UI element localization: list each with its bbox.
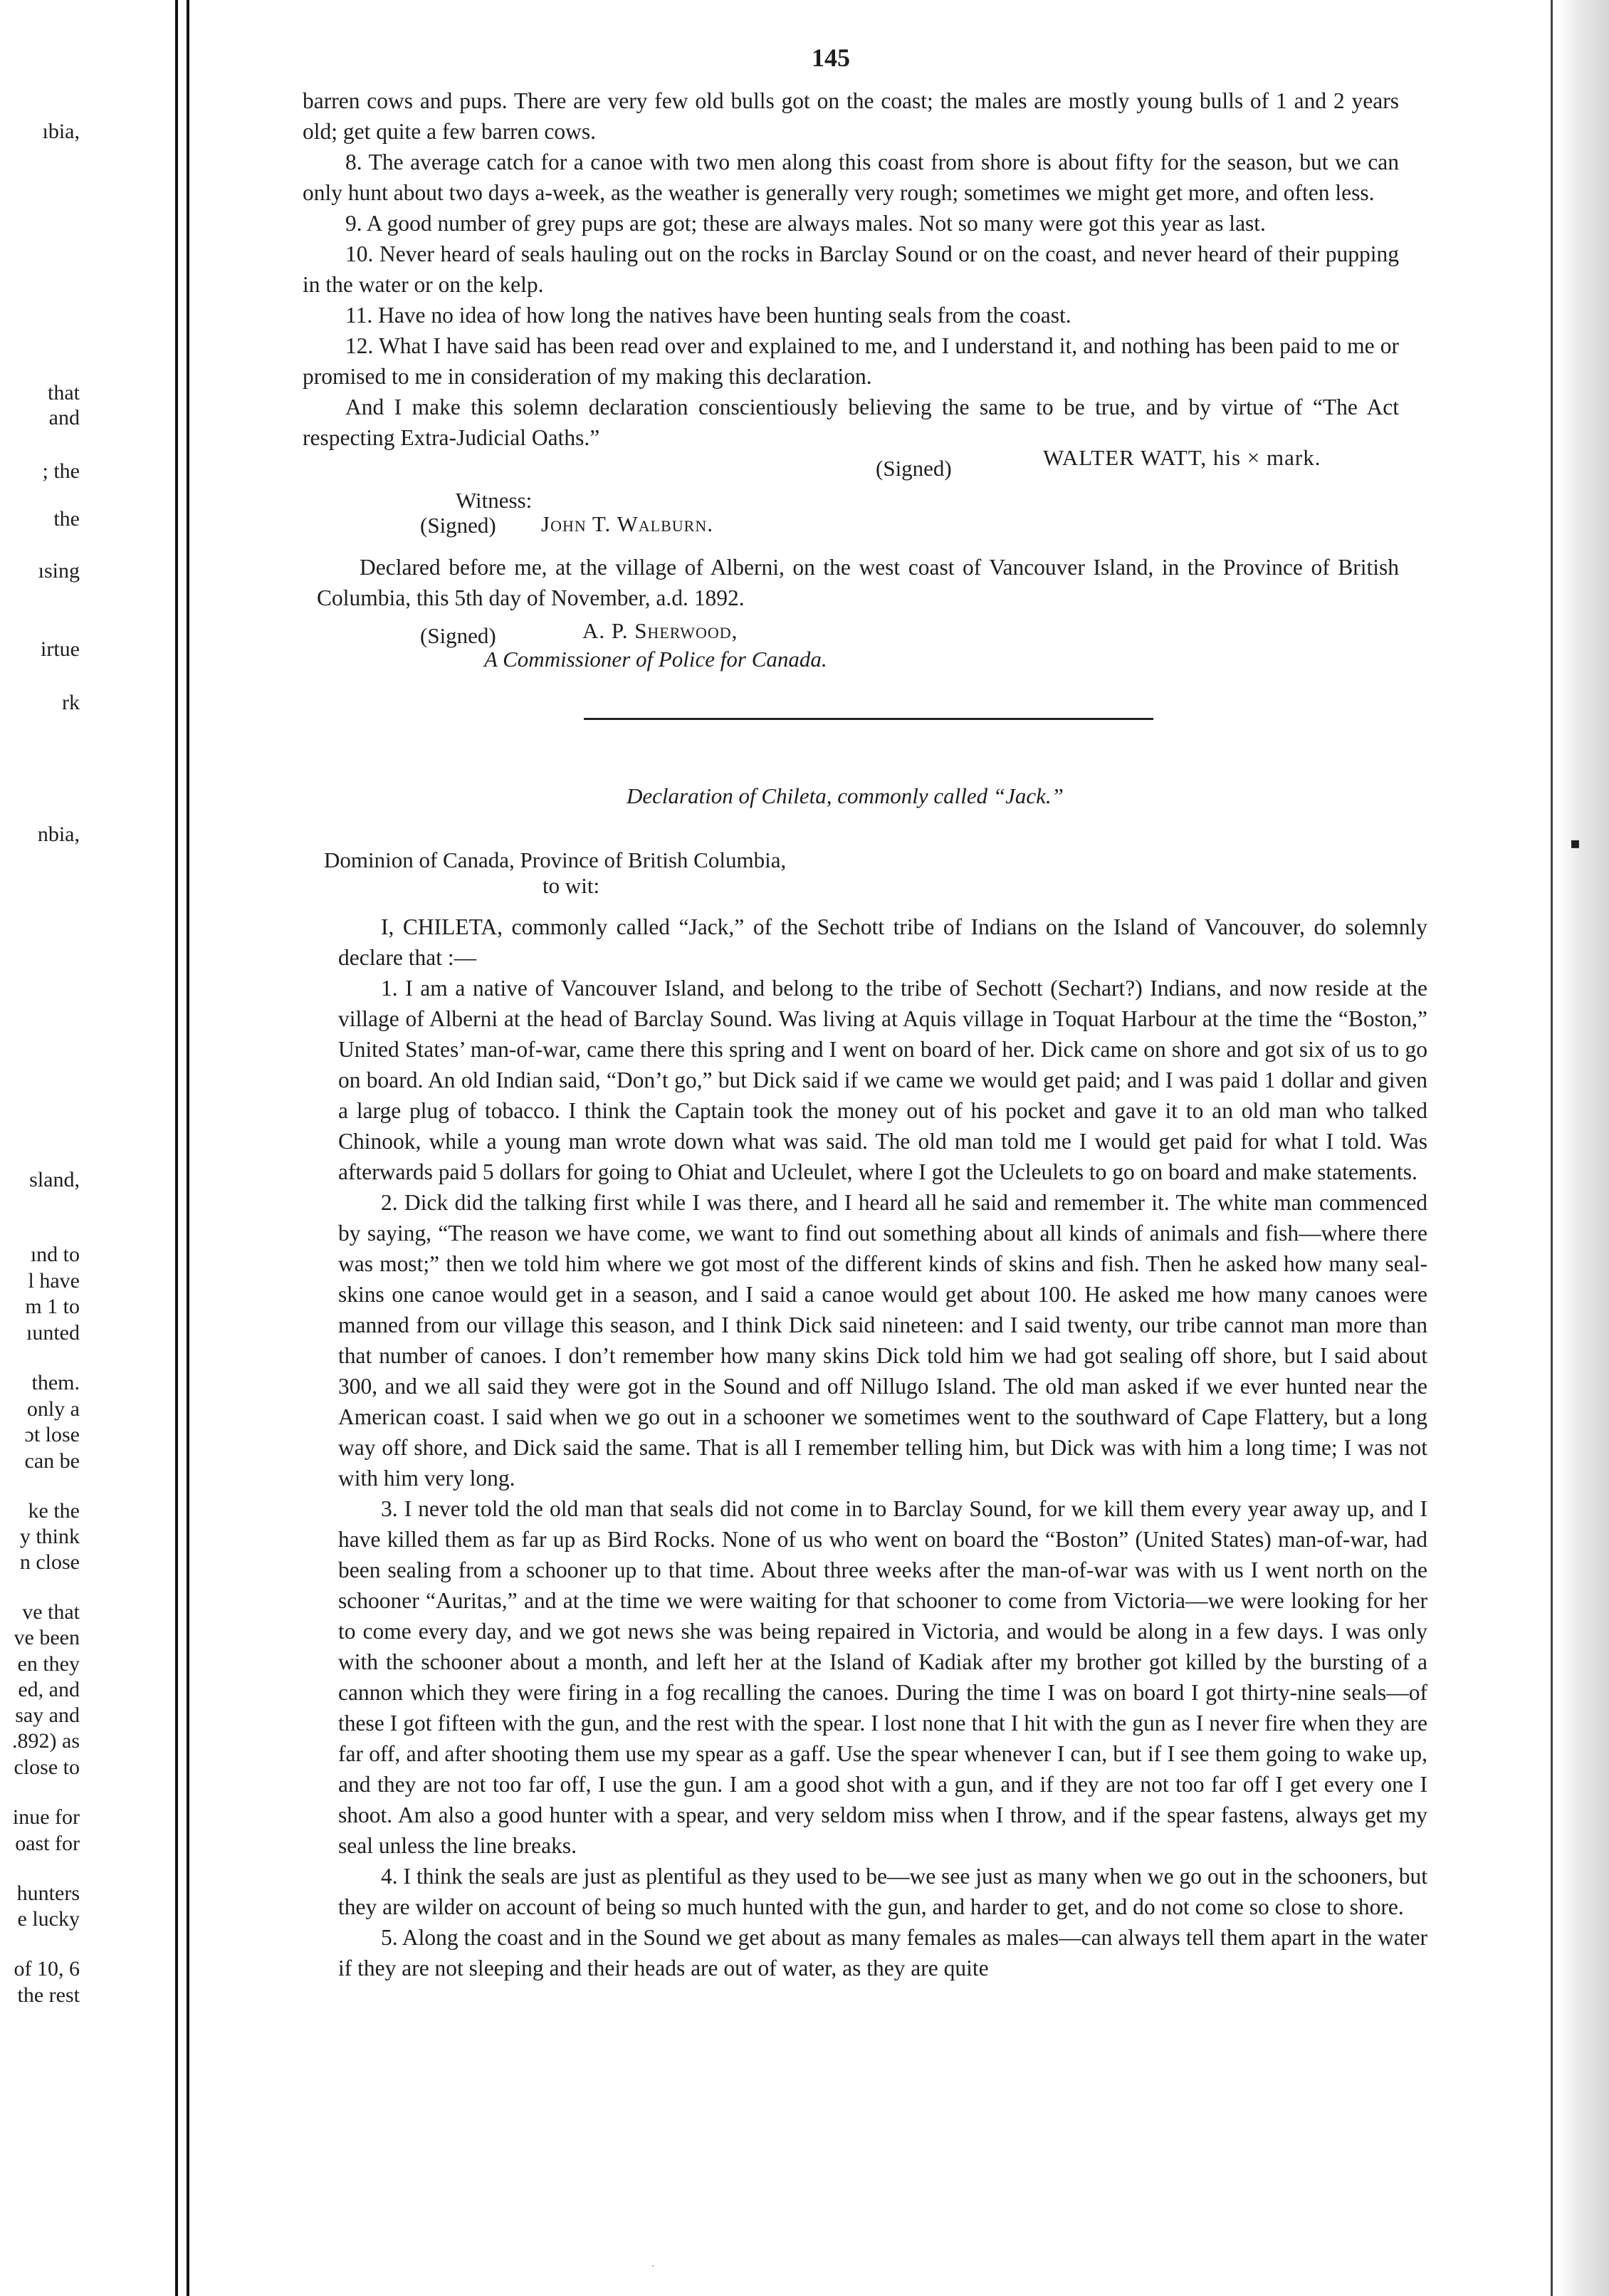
commissioner-signed-label: (Signed) bbox=[420, 623, 496, 648]
section-divider bbox=[584, 718, 1153, 720]
facing-page-fragment: n close bbox=[19, 1550, 80, 1574]
facing-page-fragment: ed, and bbox=[18, 1678, 80, 1701]
gutter-line-right bbox=[187, 0, 189, 2296]
facing-page-fragment: sland, bbox=[29, 1168, 80, 1191]
facing-page-fragment: m 1 to bbox=[25, 1295, 80, 1318]
facing-page-fragment: and bbox=[48, 406, 80, 429]
facing-page-fragment: .892) as bbox=[12, 1729, 80, 1753]
facing-page-fragment: that bbox=[48, 381, 80, 405]
commissioner-title: A Commissioner of Police for Canada. bbox=[484, 647, 827, 672]
paragraph: 5. Along the coast and in the Sound we get about as many females as males—can always tell them apart in the water if they are not sleeping and their heads are out of water, as they are quite bbox=[338, 1925, 1427, 1981]
paragraph: 10. Never heard of seals hauling out on the rocks in Barclay Sound or on the coast, and never heard of their pupping in the water or on the kelp. bbox=[303, 241, 1399, 297]
facing-page-fragment: ıbia, bbox=[42, 120, 80, 143]
facing-page-fragment: close to bbox=[14, 1755, 80, 1779]
facing-page-fragment: the rest bbox=[17, 1983, 80, 2007]
paragraph: 11. Have no idea of how long the natives have been hunting seals from the coast. bbox=[345, 303, 1071, 328]
paragraph: 2. Dick did the talking first while I was there, and I heard all he said and remember it. The white man commenced by saying, “The reason we have come, we want to find out something about all kinds of animals and fish—where there was most;” then we told him where we got most of the different kinds of skins and fish. Then he asked how many seal-skins one canoe would get in a season, and I said a canoe would get about 100. He asked me how many canoes were manned from our village this season, and I think Dick said nineteen: and I said twenty, our tribe cannot man more than that number of canoes. I don’t remember how many skins Dick told him we had got sealing off shore, but I said about 300, and we all said they were got in the Sound and off Nillugo Island. The old man asked if we ever hunted near the American coast. I said when we go out in a schooner we sometimes went to the southward of Cape Flattery, but a long way off shore, and Dick said the same. That is all I remember telling him, but Dick was with him a long time; I was not with him very long. bbox=[338, 1190, 1427, 1491]
intro-paragraph: I, CHILETA, commonly called “Jack,” of the Sechott tribe of Indians on the Island of Vancouver, do solemnly declare that :— bbox=[338, 914, 1427, 970]
paragraph: And I make this solemn declaration conscientiously believing the same to be true, and by virtue of “The Act respecting Extra-Judicial Oaths.” bbox=[303, 395, 1399, 450]
facing-page-fragment: nbia, bbox=[37, 823, 80, 846]
paragraph: 9. A good number of grey pups are got; these are always males. Not so many were got this year as last. bbox=[345, 211, 1266, 236]
facing-page-fragment: inue for bbox=[12, 1805, 80, 1829]
paragraph: barren cows and pups. There are very few old bulls got on the coast; the males are mostly young bulls of 1 and 2 years old; get quite a few barren cows. bbox=[303, 88, 1399, 144]
jurisdiction: Dominion of Canada, Province of British Columbia, bbox=[324, 847, 787, 872]
page-right-border bbox=[1551, 0, 1553, 2296]
first-declaration bbox=[303, 85, 1399, 453]
declarant-signature: WALTER WATT, his × mark. bbox=[1043, 445, 1321, 470]
declared-before bbox=[317, 552, 1399, 613]
facing-page-fragment: y think bbox=[19, 1525, 80, 1548]
facing-page-fragment: en they bbox=[17, 1652, 80, 1676]
facing-page-fragment: e lucky bbox=[17, 1907, 80, 1931]
facing-page-fragment: ınd to bbox=[30, 1243, 80, 1266]
facing-page-fragment: irtue bbox=[41, 637, 80, 661]
facing-page-fragment: ke the bbox=[28, 1499, 80, 1523]
facing-page-fragment: l have bbox=[28, 1269, 80, 1293]
facing-page-fragment: oast for bbox=[15, 1832, 80, 1855]
facing-page-fragment: of 10, 6 bbox=[14, 1957, 80, 1981]
scan-speck: · bbox=[651, 2261, 655, 2272]
page-edge-shadow bbox=[1559, 0, 1609, 2296]
facing-page-fragment: rk bbox=[62, 691, 80, 714]
signed-label: (Signed) bbox=[876, 456, 952, 481]
witness-label: Witness: bbox=[456, 488, 533, 513]
facing-page-fragment: ıunted bbox=[26, 1321, 80, 1345]
declared-before-text: Declared before me, at the village of Alberni, on the west coast of Vancouver Island, in the Province of British Columbia, this 5th day of November, a.d. 1892. bbox=[317, 555, 1399, 610]
paragraph: 12. What I have said has been read over and explained to me, and I understand it, and nothing has been paid to me or promised to me in consideration of my making this declaration. bbox=[303, 333, 1399, 389]
facing-page-fragment: ; the bbox=[42, 459, 80, 483]
facing-page-fragment: can be bbox=[24, 1449, 80, 1473]
facing-page-fragment: the bbox=[53, 507, 80, 531]
facing-page-fragment: ve that bbox=[22, 1600, 80, 1624]
facing-page-fragment: only a bbox=[26, 1397, 80, 1421]
facing-page-fragment: hunters bbox=[16, 1882, 80, 1905]
paragraph: 8. The average catch for a canoe with two men along this coast from shore is about fifty for the season, but we can only hunt about two days a-week, as the weather is generally very rough; sometimes we might get more, and often less. bbox=[303, 150, 1399, 205]
facing-page-fragment: say and bbox=[15, 1703, 80, 1727]
paragraph: 3. I never told the old man that seals did not come in to Barclay Sound, for we kill them every year away up, and I have killed them as far up as Bird Rocks. None of us who went on board the “Boston” (United States) man-of-war, had been sealing from a schooner up to that time. About three weeks after the man-of-war was with us I went north on the schooner “Auritas,” and at the time we were waiting for that schooner to come from Victoria—we were looking for her to come every day, and we got news she was being repaired in Victoria, and would be along in a few days. I was only with the schooner about a month, and left her at the Island of Kadiak after my brother got killed by the bursting of a cannon which they were firing in a fog recalling the canoes. During the time I was on board I got thirty-nine seals—of these I got fifteen with the gun, and the rest with the spear. I lost none that I hit with the gun as I never fire when they are far off, and after shooting them use my spear as a gaff. Use the spear whenever I can, but if I see them going to wake up, and they are not too far off, I use the gun. I am a good shot with a gun, and if they are not too far off I get every one I shoot. Am also a good hunter with a spear, and very seldom miss when I throw, and if the spear fastens, always get my seal unless the line breaks. bbox=[338, 1496, 1427, 1858]
second-declaration bbox=[338, 912, 1427, 1983]
facing-page-fragment: ve been bbox=[14, 1626, 80, 1649]
page-number: 145 bbox=[812, 43, 850, 72]
facing-page-fragment: ısing bbox=[38, 559, 80, 583]
paragraph: 1. I am a native of Vancouver Island, and belong to the tribe of Sechott (Sechart?) Indians, and now reside at the village of Alberni at the head of Barclay Sound. Was living at Aquis village in Toquat Harbour at the time the “Boston,” United States’ man-of-war, came there this spring and I went on board of her. Dick came on shore and got six of us to go on board. An old Indian said, “Don’t go,” but Dick said if we came we would get paid; and I was paid 1 dollar and given a large plug of tobacco. I think the Captain took the money out of his pocket and gave it to an old man who talked Chinook, while a young man wrote down what was said. The old man told me I would get paid for what I told. Was afterwards paid 5 dollars for going to Ohiat and Ucleulet, where I got the Ucleulets to go on board and make statements. bbox=[338, 976, 1427, 1184]
gutter-line-left bbox=[175, 0, 178, 2296]
to-wit: to wit: bbox=[543, 873, 600, 898]
commissioner-name: A. P. Sherwood, bbox=[582, 618, 738, 643]
witness-signed-label: (Signed) bbox=[420, 513, 496, 538]
witness-name: John T. Walburn. bbox=[541, 511, 713, 536]
margin-mark: ▪ bbox=[1570, 835, 1581, 852]
facing-page-fragment: ɔt lose bbox=[24, 1423, 80, 1446]
facing-page-fragment: them. bbox=[31, 1371, 80, 1394]
declaration-heading: Declaration of Chileta, commonly called “Jack.” bbox=[627, 783, 1064, 808]
paragraph: 4. I think the seals are just as plentiful as they used to be—we see just as many when we go out in the schooners, but they are wilder on account of being so much hunted with the gun, and harder to get, and do not come so close to shore. bbox=[338, 1864, 1427, 1919]
